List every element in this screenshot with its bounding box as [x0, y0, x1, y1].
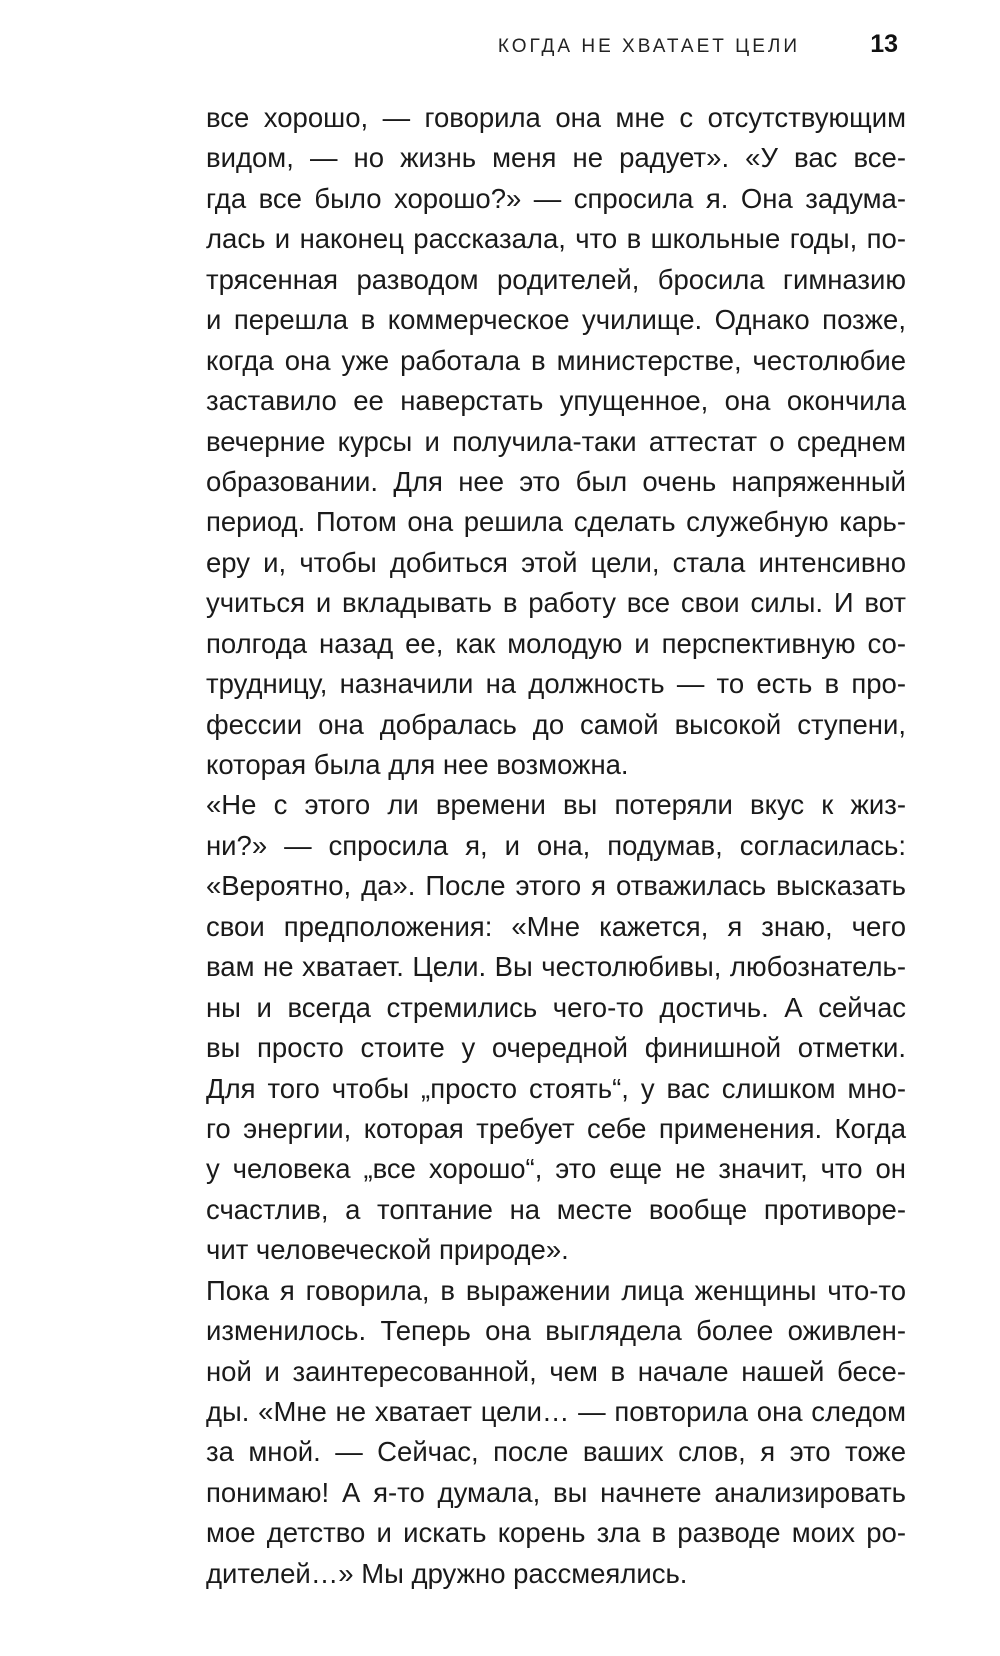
text-line: трясенная разводом родителей, бросила гимназию	[206, 263, 906, 295]
text-line: Для того чтобы „просто стоять“, у вас слишком мно-	[206, 1072, 906, 1104]
text-line: период. Потом она решила сделать служебную карь-	[206, 506, 906, 538]
text-line: которая была для нее возможна.	[206, 749, 629, 780]
text-line: видом, — но жизнь меня не радует». «У вас все-	[206, 142, 906, 174]
text-line: ды. «Мне не хватает цели… — повторила она следом	[206, 1396, 906, 1427]
body-text	[206, 98, 906, 1594]
text-line: счастлив, а топтание на месте вообще противоре-	[206, 1193, 906, 1225]
text-line: еру и, чтобы добиться этой цели, стала интенсивно	[206, 546, 906, 578]
text-line: трудницу, назначили на должность — то есть в про-	[206, 668, 906, 700]
text-line: мое детство и искать корень зла в разводе моих ро-	[206, 1517, 906, 1549]
text-line: гда все было хорошо?» — спросила я. Она задума-	[206, 182, 906, 214]
text-line: изменилось. Теперь она выглядела более оживлен-	[206, 1315, 906, 1347]
text-line: чит человеческой природе».	[206, 1234, 569, 1266]
running-title: КОГДА НЕ ХВАТАЕТ ЦЕЛИ	[497, 36, 800, 57]
text-line: ни?» — спросила я, и она, подумав, согласилась:	[206, 829, 906, 861]
text-line: понимаю! А я-то думала, вы начнете анализировать	[206, 1476, 906, 1508]
page-number: 13	[870, 30, 898, 58]
text-line: полгода назад ее, как молодую и перспективную со-	[206, 627, 906, 659]
text-line: вы просто стоите у очередной финишной отметки.	[206, 1032, 906, 1064]
text-line: у человека „все хорошо“, это еще не значит, что он	[206, 1153, 906, 1185]
text-line: за мной. — Сейчас, после ваших слов, я это тоже	[206, 1436, 906, 1468]
text-line: «Вероятно, да». После этого я отважилась высказать	[206, 870, 906, 902]
text-line: учиться и вкладывать в работу все свои силы. И вот	[206, 587, 906, 619]
text-line: заставило ее наверстать упущенное, она окончила	[206, 385, 906, 417]
text-line: вечерние курсы и получила-таки аттестат о среднем	[206, 425, 906, 457]
text-line: образовании. Для нее это был очень напряженный	[206, 465, 906, 497]
page-header	[0, 30, 1000, 66]
text-line: фессии она добралась до самой высокой ступени,	[206, 708, 906, 740]
text-line: свои предположения: «Мне кажется, я знаю, чего	[206, 910, 906, 942]
text-line: вам не хватает. Цели. Вы честолюбивы, любознатель-	[206, 951, 906, 983]
text-line: «Не с этого ли времени вы потеряли вкус к жиз-	[206, 789, 906, 821]
text-line: и перешла в коммерческое училище. Однако позже,	[206, 304, 906, 336]
text-line: ной и заинтересованной, чем в начале нашей бесе-	[206, 1355, 906, 1387]
text-line: ны и всегда стремились чего-то достичь. А сейчас	[206, 991, 906, 1023]
text-line: Пока я говорила, в выражении лица женщины что-то	[206, 1274, 906, 1306]
text-line: дителей…» Мы дружно рассмеялись.	[206, 1557, 688, 1589]
text-line: когда она уже работала в министерстве, честолюбие	[206, 344, 906, 376]
text-line: го энергии, которая требует себе применения. Когда	[206, 1112, 906, 1144]
text-line: лась и наконец рассказала, что в школьные годы, по-	[206, 223, 906, 255]
text-line: все хорошо, — говорила она мне с отсутствующим	[206, 102, 906, 133]
